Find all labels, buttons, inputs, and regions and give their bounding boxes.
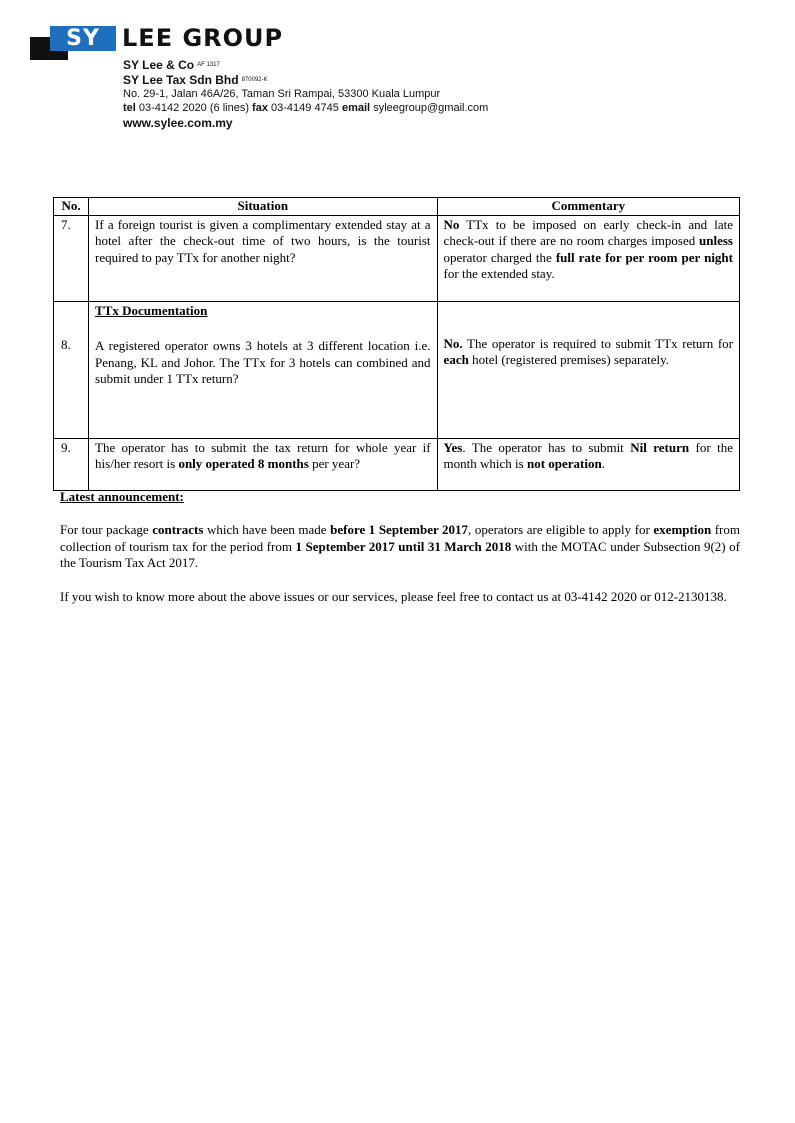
section-heading: TTx Documentation — [95, 302, 208, 318]
company-1-reg: AF 1317 — [197, 62, 220, 68]
situation-cell — [89, 438, 438, 490]
company-line-1 — [123, 58, 220, 72]
situation-text: per year? — [308, 456, 361, 471]
logo-name-text: LEE GROUP — [122, 24, 284, 52]
situation-cell — [89, 301, 438, 438]
commentary-text: operator charged the — [443, 249, 556, 265]
commentary-text: hotel (registered premises) separately. — [468, 352, 670, 367]
announcement-text: which have been made — [203, 522, 331, 537]
announcement-bold: exemption — [653, 522, 712, 537]
announcement-title: Latest announcement: — [60, 489, 184, 504]
company-2-name: SY Lee Tax Sdn Bhd — [123, 73, 239, 87]
commentary-bold: each — [443, 352, 469, 367]
announcement-text: with the MOTAC under Subsection 9(2) of the Tourism Tax Act 2017. — [60, 538, 740, 570]
situation-text: A registered operator owns 3 hotels at 3 different location i.e. Penang, KL and Johor. The TTx for 3 hotels can combined and submit under 1 TTx return? — [95, 338, 431, 386]
header-situation: Situation — [89, 198, 438, 216]
commentary-bold: not operation — [526, 456, 602, 471]
header-no: No. — [54, 198, 89, 216]
commentary-text: TTx to be imposed on early check-in and late check-out if there are no room charges imposed — [443, 216, 733, 248]
situation-bold: only operated 8 months — [178, 456, 309, 471]
row-number: 8. — [54, 301, 89, 438]
commentary-bold: No — [443, 216, 460, 232]
commentary-bold: No. — [443, 335, 463, 351]
table-row — [54, 301, 740, 438]
table-row — [54, 215, 740, 301]
email-label: email — [341, 102, 371, 114]
email-value[interactable]: syleegroup@gmail.com — [373, 102, 489, 114]
commentary-bold: unless — [699, 233, 733, 248]
commentary-text: for the month which is — [443, 439, 734, 471]
announcement-bold: before 1 September 2017 — [330, 522, 469, 537]
commentary-bold: Nil return — [630, 439, 690, 455]
situation-text: The operator has to submit the tax return for whole year if his/her resort is — [95, 439, 431, 471]
table-header-row — [54, 198, 740, 216]
tel-value: 03-4142 2020 (6 lines) — [138, 102, 249, 114]
announcement-text: from collection of tourism tax for the period from — [60, 522, 740, 554]
row-number: 9. — [54, 438, 89, 490]
company-line-2 — [123, 73, 268, 87]
commentary-text: . The operator has to submit — [462, 439, 631, 455]
announcement-text: For tour package — [60, 522, 153, 537]
company-address: No. 29-1, Jalan 46A/26, Taman Sri Rampai, 53300 Kuala Lumpur — [123, 88, 441, 100]
commentary-bold: full rate for per room per night — [555, 249, 733, 265]
company-1-name: SY Lee & Co — [123, 58, 195, 72]
contact-paragraph: If you wish to know more about the above issues or our services, please feel free to contact us at 03-4142 2020 or 012-2130138. — [60, 589, 727, 604]
company-logo — [28, 26, 368, 62]
company-2-reg: 870092-K — [241, 77, 268, 83]
situation-cell: If a foreign tourist is given a complimentary extended stay at a hotel after the check-out time of two hours, is the tourist required to pay TTx for another night? — [89, 215, 438, 301]
company-website[interactable]: www.sylee.com.my — [123, 116, 233, 130]
commentary-cell — [437, 215, 739, 301]
header-commentary: Commentary — [437, 198, 739, 216]
commentary-text: for the extended stay. — [443, 266, 555, 281]
announcement-text: , operators are eligible to apply for — [468, 522, 654, 537]
commentary-cell — [437, 301, 739, 438]
fax-value: 03-4149 4745 — [271, 102, 339, 114]
tel-label: tel — [123, 102, 136, 114]
cell-spacer — [444, 303, 733, 336]
logo-sy-text: SY — [66, 26, 100, 51]
announcement-bold: contracts — [152, 522, 204, 537]
ttx-qa-table — [53, 197, 740, 491]
announcement-paragraph — [60, 522, 740, 572]
fax-label: fax — [252, 102, 268, 114]
commentary-bold: Yes — [443, 439, 463, 455]
row-number: 7. — [54, 215, 89, 301]
table-row — [54, 438, 740, 490]
commentary-cell — [437, 438, 739, 490]
company-contacts — [123, 102, 488, 114]
commentary-text: The operator is required to submit TTx return for — [462, 335, 733, 351]
announcement-bold: 1 September 2017 until 31 March 2018 — [295, 538, 512, 554]
commentary-text: . — [601, 456, 605, 471]
